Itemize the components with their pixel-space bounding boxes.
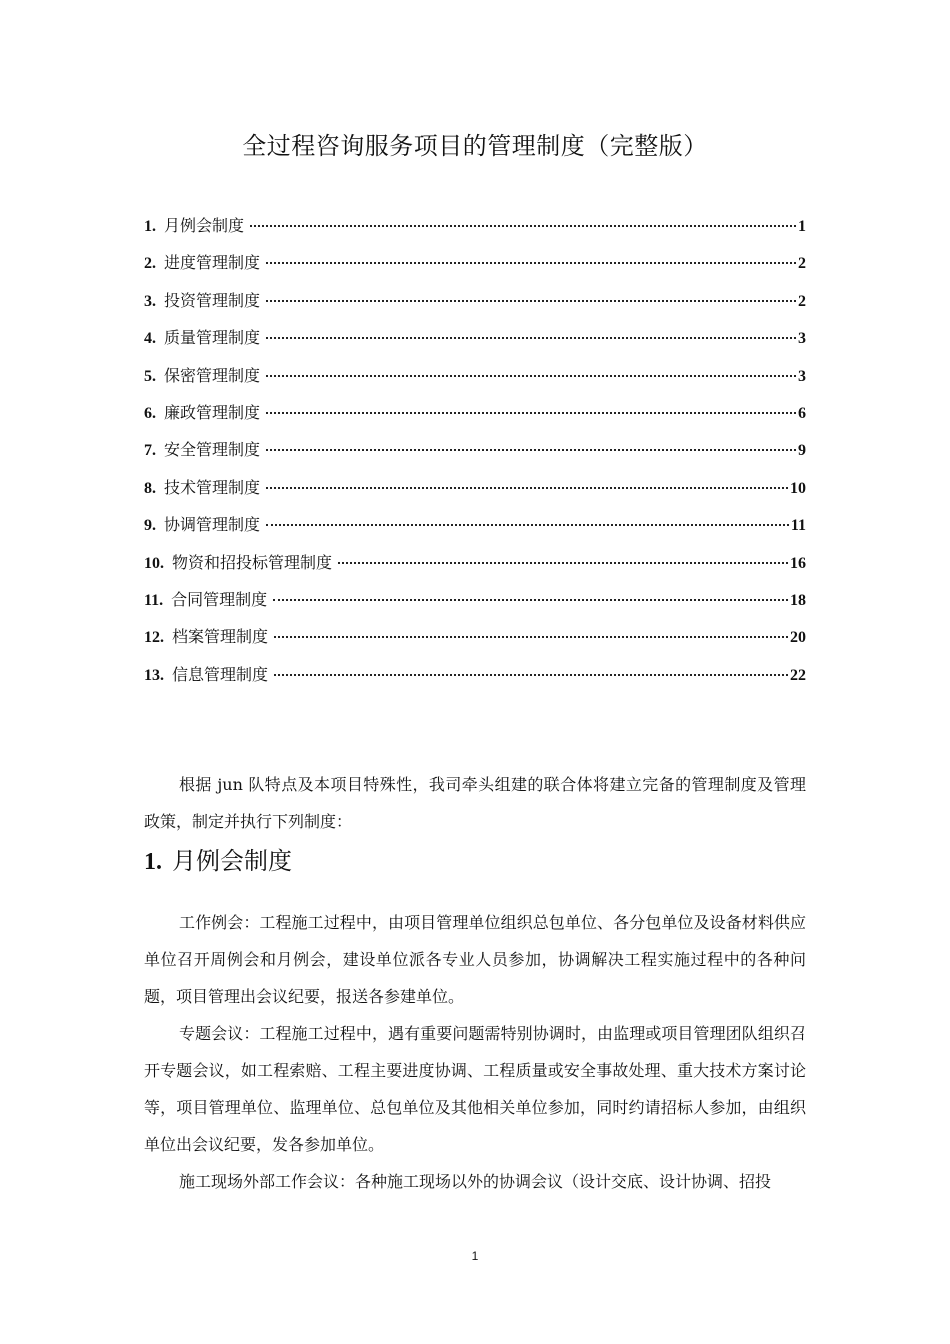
toc-entry-label: 质量管理制度	[164, 328, 261, 348]
body-paragraph: 工作例会：工程施工过程中，由项目管理单位组织总包单位、各分包单位及设备材料供应单位召开周例会和月例会，建设单位派各专业人员参加，协调解决工程实施过程中的各种问题，项目管理出会议纪要，报送各参建单位。	[144, 913, 806, 1006]
toc-entry-page: 6	[798, 404, 806, 422]
toc-entry-label: 技术管理制度	[164, 477, 261, 497]
table-of-contents	[144, 213, 806, 699]
toc-entry-label: 信息管理制度	[172, 664, 269, 684]
toc-entry[interactable]	[144, 400, 806, 437]
toc-entry-number: 11.	[144, 591, 164, 609]
toc-dot-leader	[250, 225, 796, 227]
toc-dot-leader	[274, 674, 788, 676]
toc-entry-number: 4.	[144, 330, 156, 348]
toc-entry[interactable]	[144, 363, 806, 400]
toc-entry-page: 3	[798, 367, 806, 385]
toc-entry-page: 3	[798, 330, 806, 348]
toc-dot-leader	[266, 300, 796, 302]
intro-paragraph: 根据 jun 队特点及本项目特殊性，我司牵头组建的联合体将建立完备的管理制度及管理政策，制定并执行下列制度：	[144, 775, 806, 831]
toc-entry-page: 20	[790, 629, 806, 647]
toc-dot-leader	[338, 562, 788, 564]
toc-entry-number: 10.	[144, 554, 164, 572]
body-paragraph: 施工现场外部工作会议：各种施工现场以外的协调会议（设计交底、设计协调、招投	[179, 1172, 772, 1191]
toc-entry[interactable]	[144, 250, 806, 287]
toc-entry-label: 保密管理制度	[164, 365, 261, 385]
toc-entry[interactable]	[144, 475, 806, 512]
toc-entry-label: 协调管理制度	[164, 515, 261, 535]
toc-entry-number: 7.	[144, 442, 156, 460]
toc-entry-number: 5.	[144, 367, 156, 385]
toc-entry[interactable]	[144, 624, 806, 661]
toc-entry[interactable]	[144, 288, 806, 325]
section-number: 1.	[144, 849, 162, 875]
toc-entry-number: 3.	[144, 292, 156, 310]
toc-dot-leader	[274, 636, 788, 638]
body-paragraph: 专题会议：工程施工过程中，遇有重要问题需特别协调时，由监理或项目管理团队组织召开专题会议，如工程索赔、工程主要进度协调、工程质量或安全事故处理、重大技术方案讨论等，项目管理单位、监理单位、总包单位及其他相关单位参加，同时约请招标人参加，由组织单位出会议纪要，发各参加单位。	[144, 1024, 806, 1154]
toc-entry-label: 物资和招投标管理制度	[172, 552, 333, 572]
toc-dot-leader	[266, 487, 788, 489]
toc-entry[interactable]	[144, 587, 806, 624]
toc-entry-number: 8.	[144, 479, 156, 497]
toc-entry-page: 1	[798, 218, 806, 235]
toc-entry-number: 9.	[144, 517, 156, 535]
toc-dot-leader	[266, 262, 796, 264]
toc-entry-page: 9	[798, 442, 806, 460]
toc-entry-label: 月例会制度	[164, 216, 245, 235]
toc-entry-label: 廉政管理制度	[164, 402, 261, 422]
toc-entry[interactable]	[144, 437, 806, 474]
toc-entry-label: 档案管理制度	[172, 627, 269, 647]
toc-entry-label: 投资管理制度	[164, 290, 261, 310]
toc-dot-leader	[266, 375, 796, 377]
toc-entry[interactable]	[144, 550, 806, 587]
toc-entry[interactable]	[144, 325, 806, 362]
toc-entry-page: 16	[790, 554, 806, 572]
toc-entry-page: 2	[798, 292, 806, 310]
toc-entry-label: 进度管理制度	[164, 253, 261, 273]
toc-entry-number: 1.	[144, 218, 156, 235]
toc-entry-page: 10	[790, 479, 806, 497]
toc-entry-number: 2.	[144, 255, 156, 273]
toc-entry-label: 合同管理制度	[171, 589, 268, 609]
toc-dot-leader	[266, 524, 789, 526]
toc-dot-leader	[266, 337, 796, 339]
document-title: 全过程咨询服务项目的管理制度（完整版）	[242, 132, 708, 160]
toc-entry-page: 22	[790, 666, 806, 684]
toc-entry[interactable]	[144, 213, 806, 250]
toc-dot-leader	[266, 412, 796, 414]
toc-entry-page: 2	[798, 255, 806, 273]
toc-dot-leader	[266, 449, 796, 451]
toc-entry-page: 18	[790, 591, 806, 609]
toc-entry-page: 11	[790, 517, 806, 535]
toc-entry[interactable]	[144, 512, 806, 549]
section-title: 月例会制度	[172, 847, 292, 875]
page-number: 1	[471, 1249, 479, 1263]
toc-entry-number: 12.	[144, 629, 164, 647]
toc-entry-number: 6.	[144, 404, 156, 422]
toc-dot-leader	[273, 599, 788, 601]
toc-entry[interactable]	[144, 662, 806, 699]
section-heading	[144, 841, 292, 876]
toc-entry-number: 13.	[144, 666, 164, 684]
toc-entry-label: 安全管理制度	[164, 440, 261, 460]
